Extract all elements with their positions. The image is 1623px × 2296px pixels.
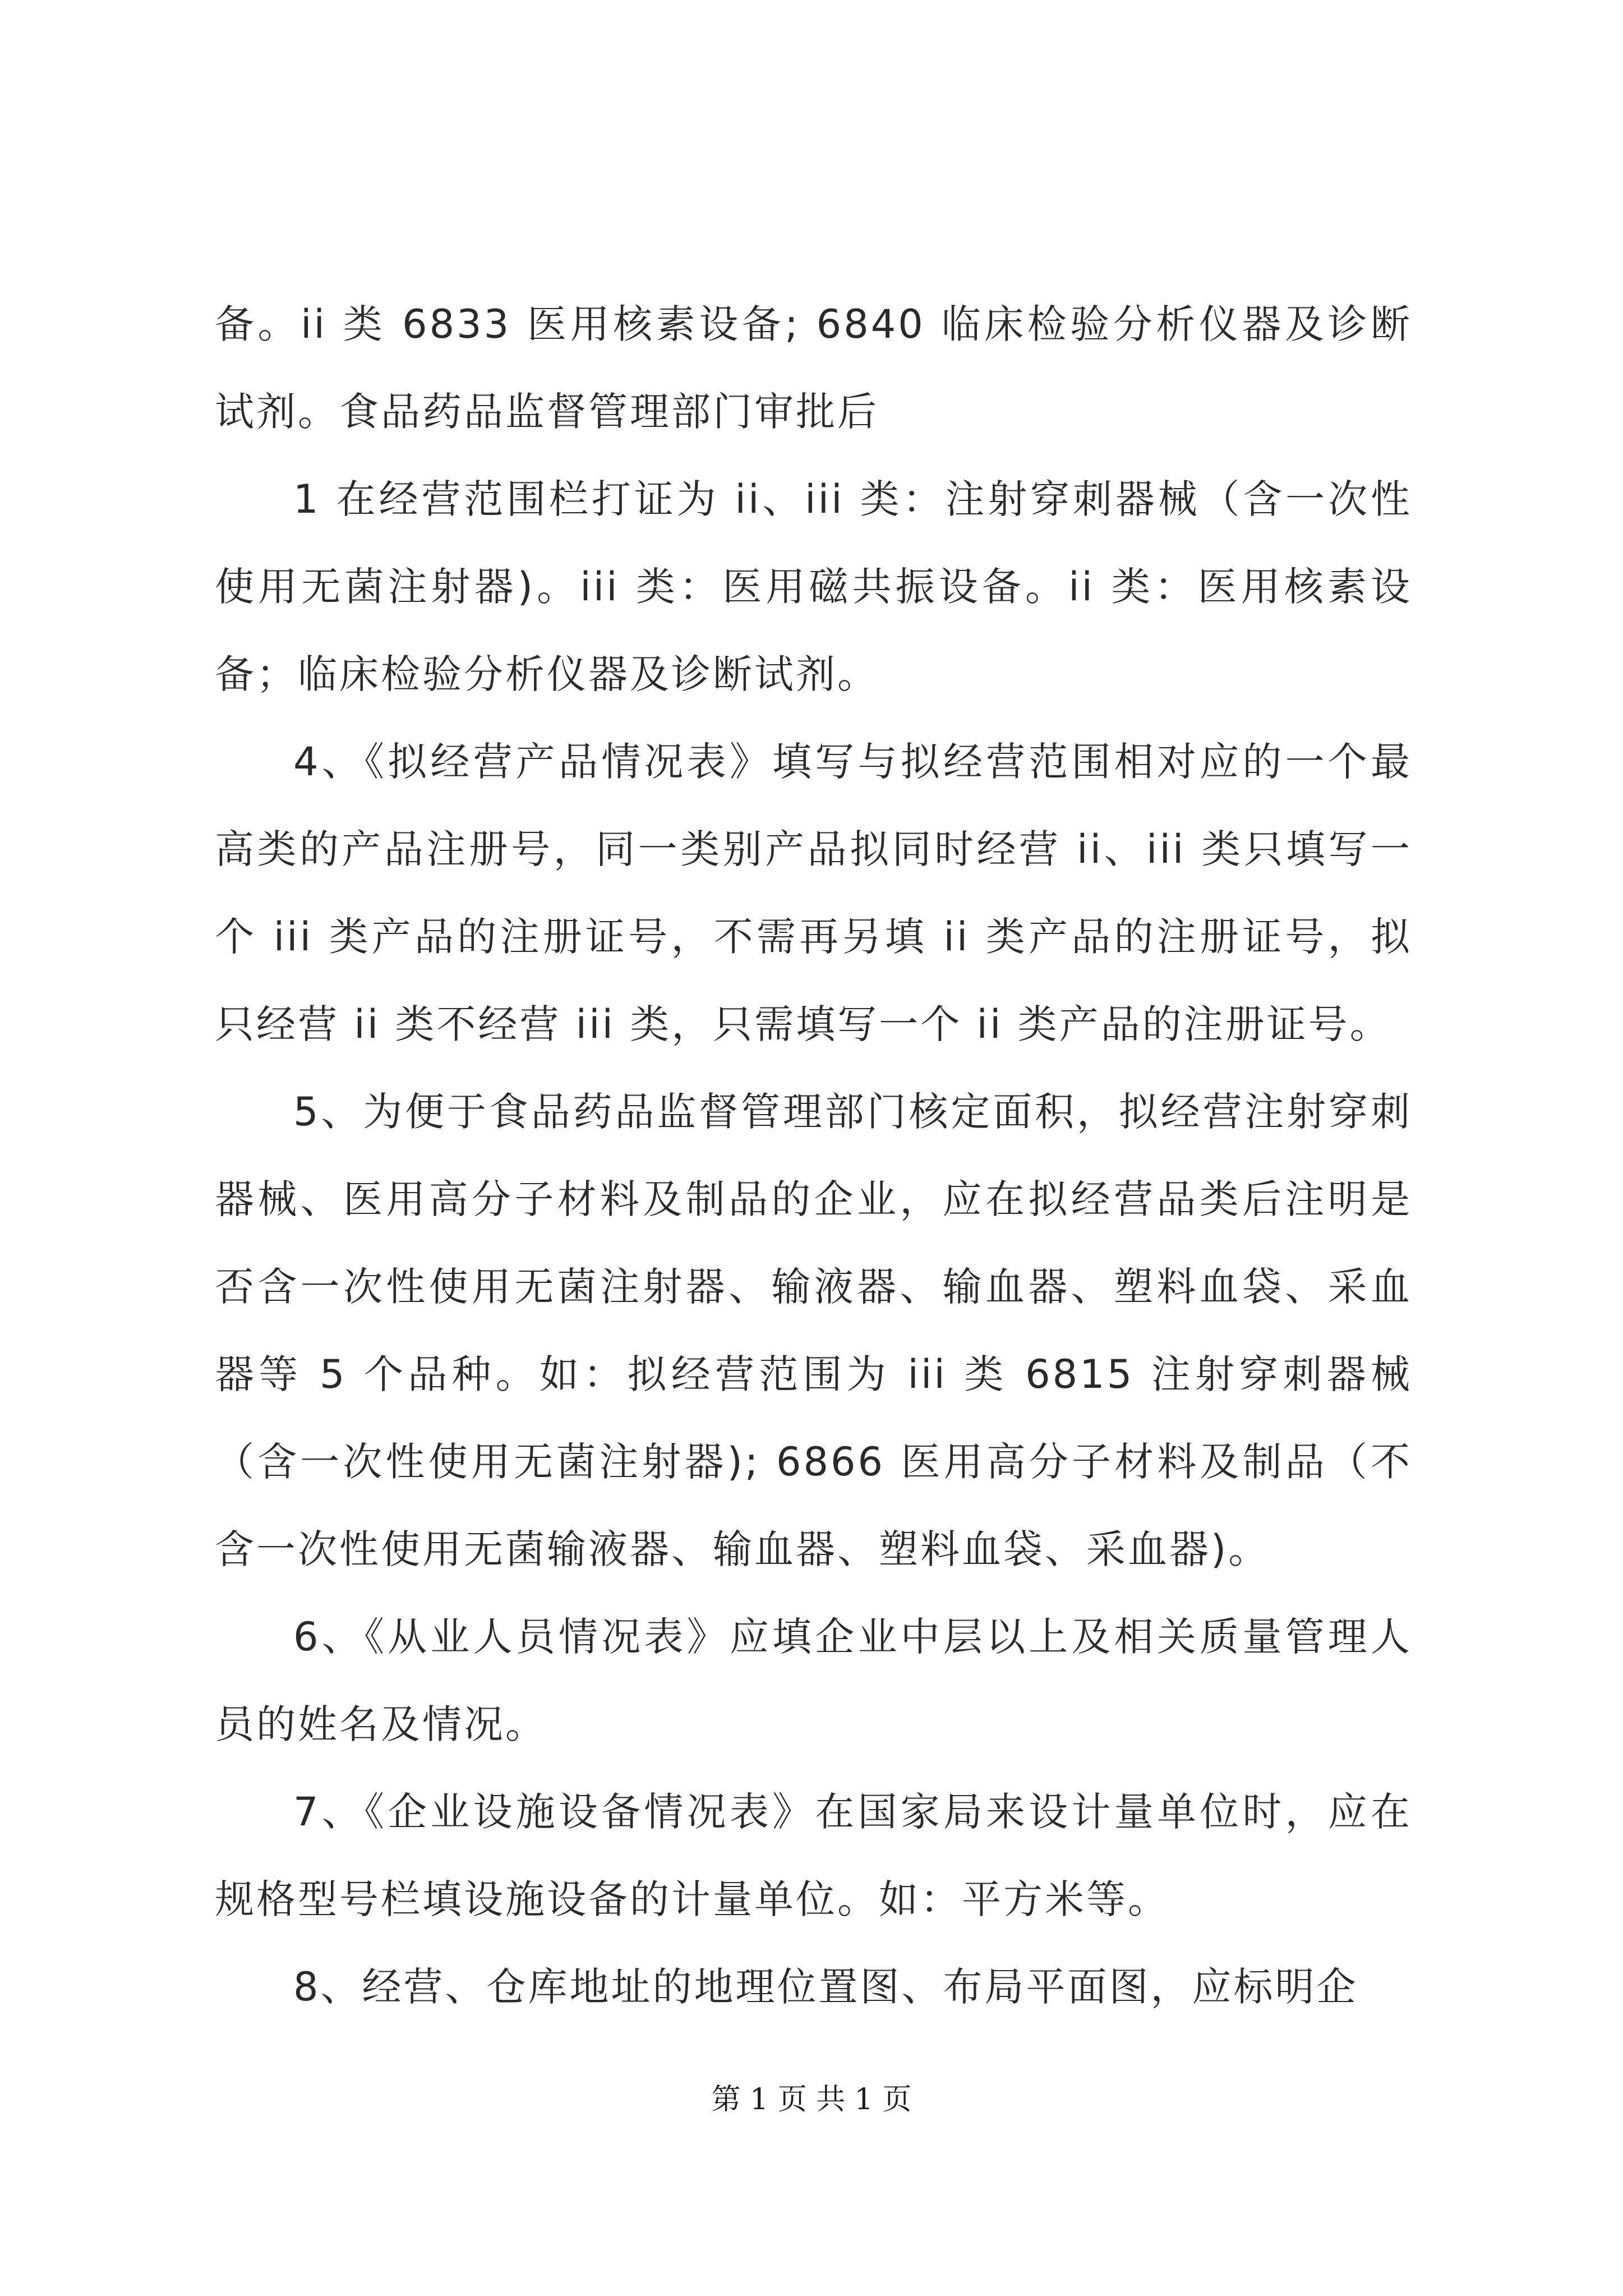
paragraph: 6、《从业人员情况表》应填企业中层以上及相关质量管理人员的姓名及情况。 <box>215 1614 1412 1747</box>
paragraph: 1 在经营范围栏打证为 ii、iii 类：注射穿刺器械（含一次性使用无菌注射器)。iii 类：医用磁共振设备。ii 类：医用核素设备；临床检验分析仪器及诊断试剂。 <box>215 476 1412 697</box>
paragraph: 4、《拟经营产品情况表》填写与拟经营范围相对应的一个最高类的产品注册号，同一类别产品拟同时经营 ii、iii 类只填写一个 iii 类产品的注册证号，不需再另填 ii 类产品的注册证号，拟只经营 ii 类不经营 iii 类，只需填写一个 ii 类产品的注册证号。 <box>215 739 1412 1047</box>
document-body <box>215 280 1412 2031</box>
paragraph: 备。ii 类 6833 医用核素设备; 6840 临床检验分析仪器及诊断试剂。食品药品监督管理部门审批后 <box>215 301 1412 435</box>
paragraph: 7、《企业设施设备情况表》在国家局来设计量单位时，应在规格型号栏填设施设备的计量单位。如：平方米等。 <box>215 1789 1412 1922</box>
paragraph: 8、经营、仓库地址的地理位置图、布局平面图，应标明企 <box>293 1964 1358 2010</box>
paragraph: 5、为便于食品药品监督管理部门核定面积，拟经营注射穿刺器械、医用高分子材料及制品的企业，应在拟经营品类后注明是否含一次性使用无菌注射器、输液器、输血器、塑料血袋、采血器等 5 个品种。如：拟经营范围为 iii 类 6815 注射穿刺器械（含一次性使用无菌注射器); 6866 医用高分子材料及制品（不含一次性使用无菌输液器、输血器、塑料血袋、采血器)。 <box>215 1089 1412 1572</box>
page-footer: 第 1 页 共 1 页 <box>711 2083 912 2116</box>
